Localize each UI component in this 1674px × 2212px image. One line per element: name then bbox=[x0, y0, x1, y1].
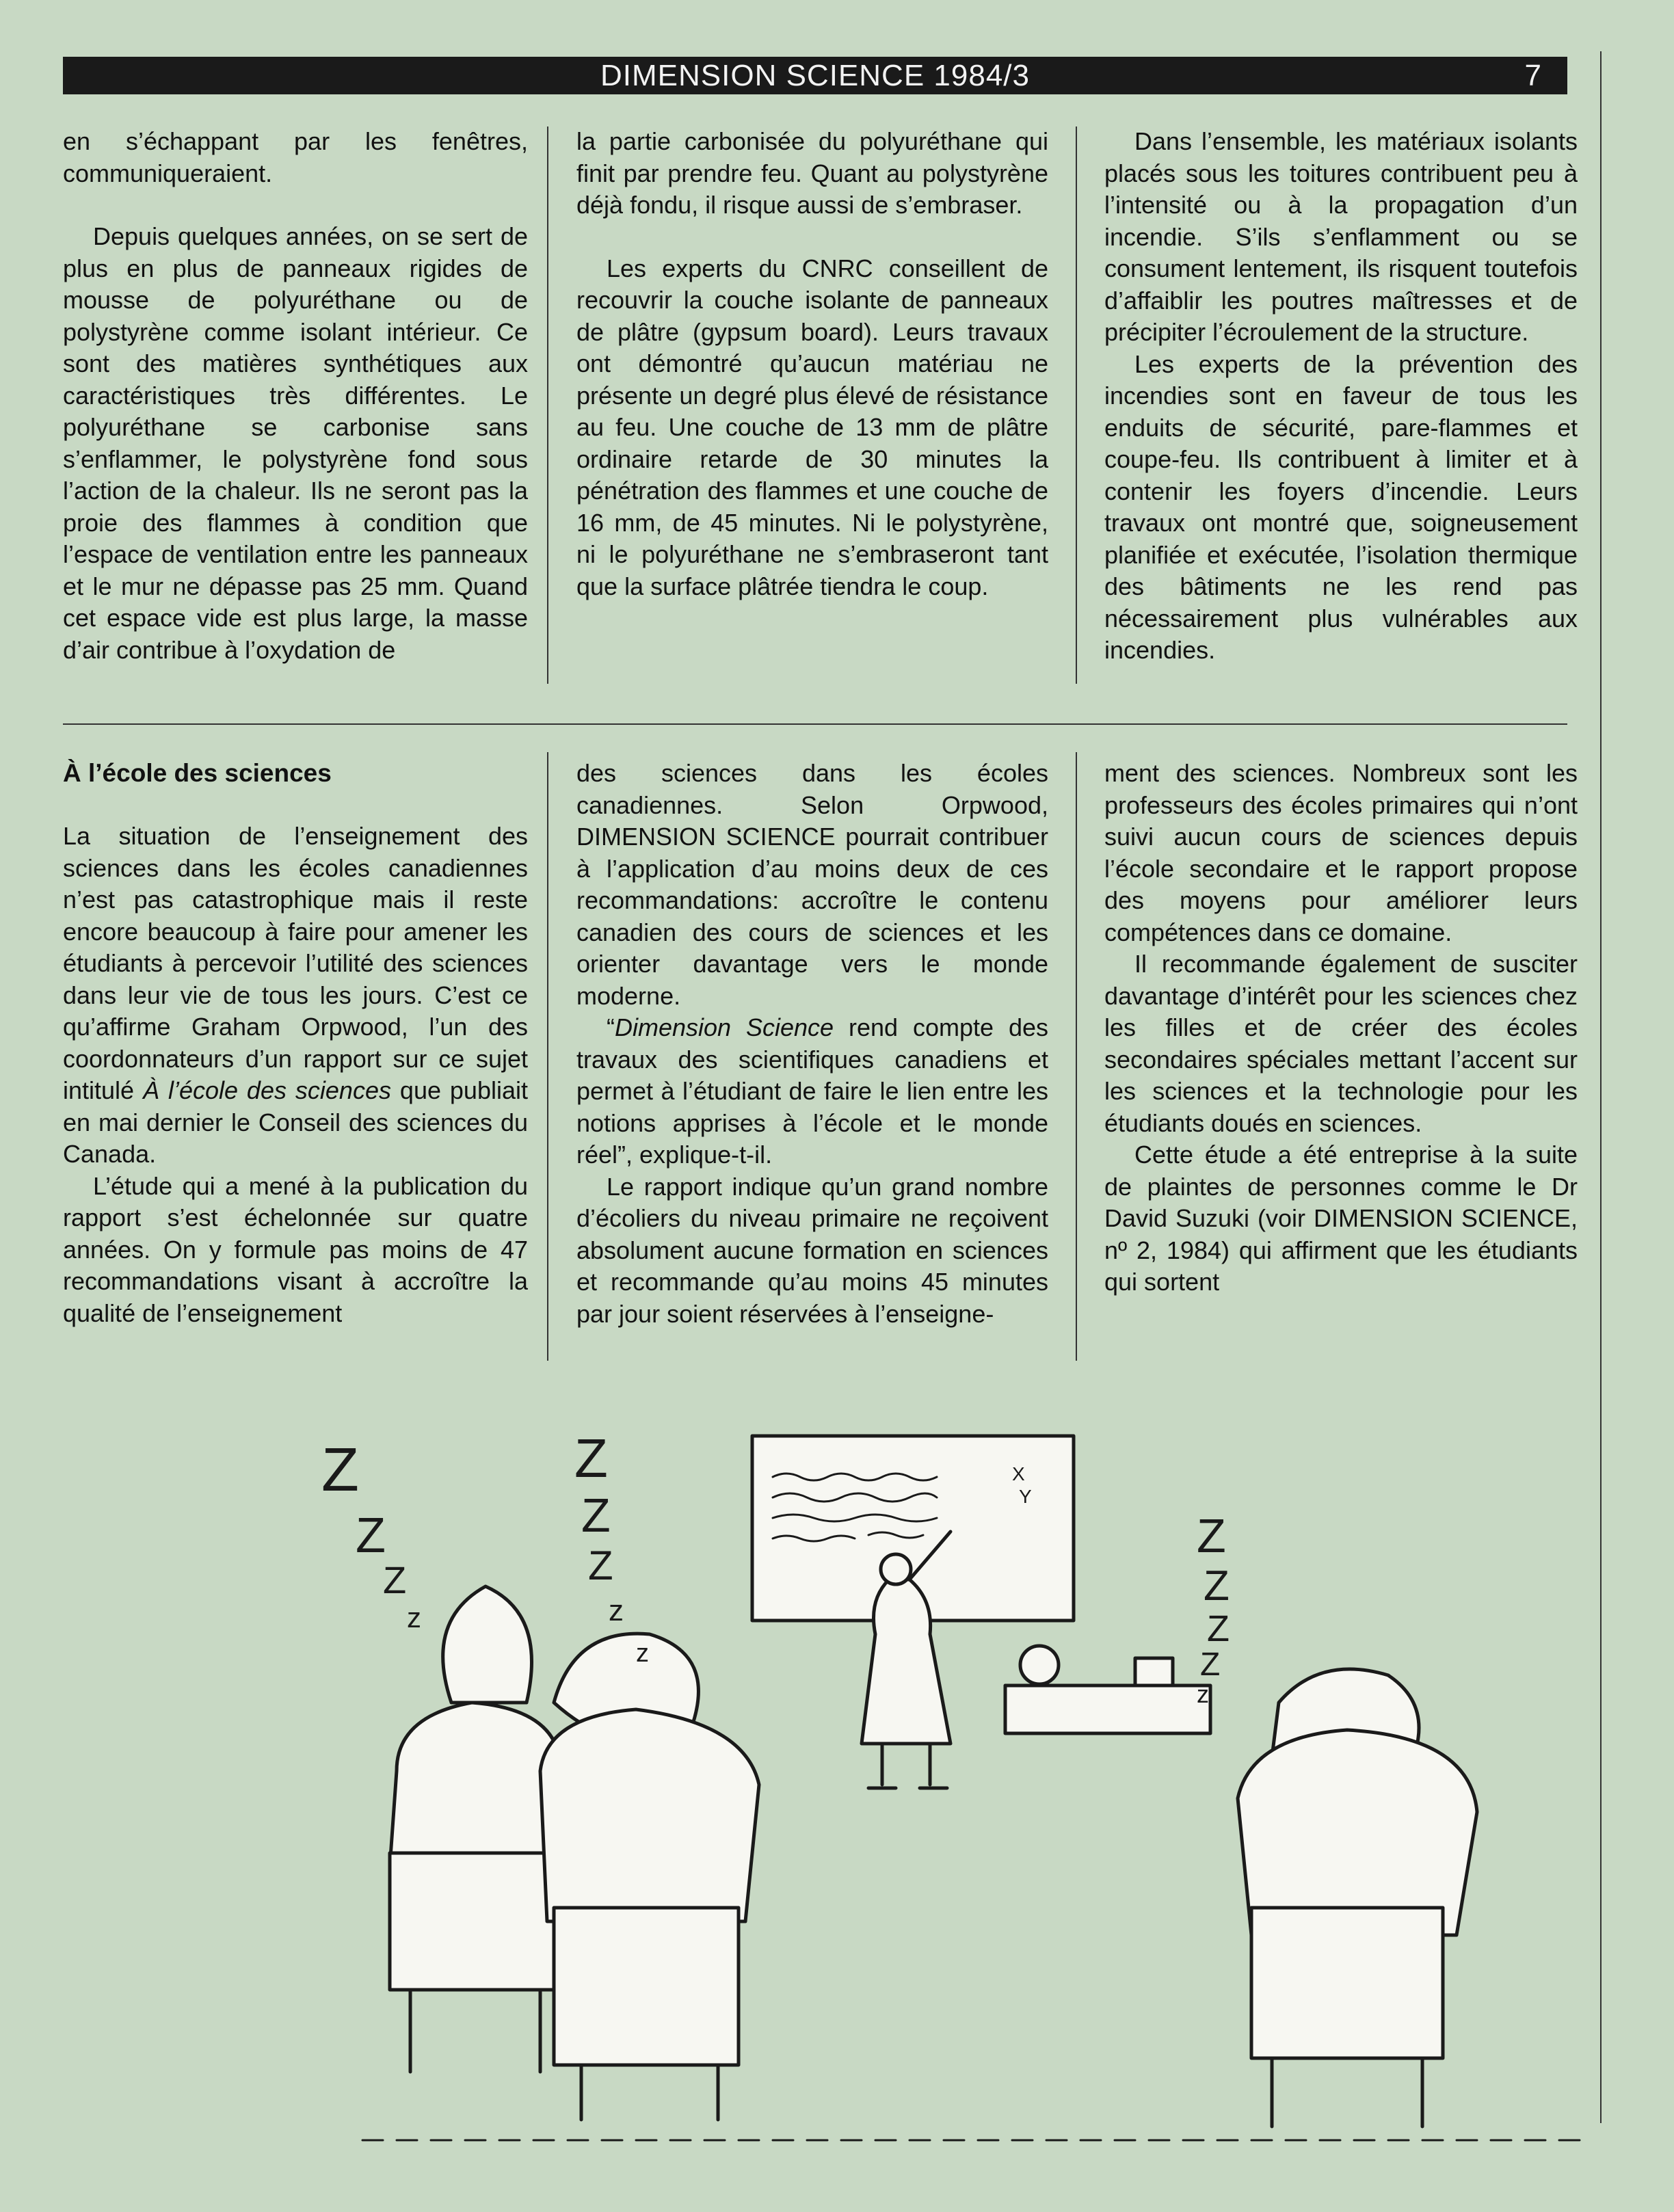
sleep-letter: Z bbox=[1204, 1562, 1230, 1610]
text-run: La situation de l’enseignement des sciences dans les écoles canadiennes n’est pas catastrophique mais il reste encore beaucoup à faire pour amener les étudiants à percevoir l’utilité des sciences dans leur vie de tous les jours. C’est ce qu’affirme Graham Orpwood, l’un des coordonnateurs d’un rapport sur ce sujet intitulé bbox=[63, 822, 528, 1104]
paragraph: Dans l’ensemble, les matériaux isolants placés sous les toitures contribuent peu à l’intensité ou à la propagation d’un incendie. S’ils s’enflamment ou se consument lentement, ils risquent toutefois d’affaiblir les poutres maîtresses et de précipiter l’écroulement de la structure. bbox=[1104, 127, 1578, 346]
section-divider bbox=[63, 723, 1567, 725]
report-title-italic: À l’école des sciences bbox=[143, 1076, 391, 1104]
sleep-letter: Z bbox=[1200, 1647, 1221, 1683]
paragraph: Les experts de la prévention des incendies sont en faveur de tous les enduits de sécurité, pare-flammes et coupe-feu. Ils contribuent à limiter et à contenir les foyers d’incendie. Leurs travaux ont montré que, soigneusement planifiée et exécutée, l’isolation thermique des bâtiments ne les rend pas nécessairement plus vulnérables aux incendies. bbox=[1104, 349, 1578, 664]
blackboard-letter: X bbox=[1012, 1463, 1025, 1484]
paragraph: la partie carbonisée du polyuréthane qui finit par prendre feu. Quant au polystyrène déjà fondu, il risque aussi de s’embraser. bbox=[576, 127, 1048, 219]
page-number: 7 bbox=[1524, 59, 1541, 92]
page-header bbox=[63, 57, 1567, 94]
sleep-letter: z bbox=[636, 1639, 649, 1668]
column-rule bbox=[1076, 752, 1077, 1361]
sleep-letter: z bbox=[407, 1601, 421, 1634]
sleep-letter: Z bbox=[1207, 1608, 1230, 1649]
paragraph bbox=[576, 1012, 1048, 1171]
teacher-desk bbox=[1005, 1646, 1210, 1733]
article-column-2 bbox=[576, 758, 1048, 1330]
sleep-letter: Z bbox=[383, 1558, 407, 1601]
text-run: rend compte des travaux des scientifiques canadiens et permet à l’étudiant de faire le lien entre les notions apprises à l’école et le monde réel”, explique-t-il. bbox=[576, 1013, 1048, 1169]
student-middle bbox=[540, 1634, 759, 2120]
top-column-1 bbox=[63, 126, 528, 666]
sleep-letter: Z bbox=[1197, 1509, 1226, 1562]
article-column-1 bbox=[63, 758, 528, 1329]
column-rule bbox=[547, 752, 548, 1361]
sleep-letter: Z bbox=[581, 1489, 611, 1542]
top-column-2 bbox=[576, 126, 1048, 602]
magazine-name-italic: Dimension Science bbox=[615, 1013, 834, 1041]
article-column-3 bbox=[1104, 758, 1578, 1298]
paragraph: des sciences dans les écoles canadiennes. Selon Orpwood, DIMENSION SCIENCE pourrait contribuer à l’application d’au moins deux de ces recommandations: accroître le contenu canadien des cours de sciences et les orienter davantage vers le monde moderne. bbox=[576, 759, 1048, 1010]
article-title: À l’école des sciences bbox=[63, 759, 332, 787]
paragraph: Cette étude a été entreprise à la suite de plaintes de personnes comme le Dr David Suzuki (voir DIMENSION SCIENCE, nº 2, 1984) qui affirment que les étudiants qui sortent bbox=[1104, 1141, 1578, 1296]
paragraph: Depuis quelques années, on se sert de plus en plus de panneaux rigides de mousse de polyuréthane ou de polystyrène comme isolant intérieur. Ce sont des matières synthétiques aux caractéristiques très différentes. Le polyuréthane se carbonise sans s’enflammer, le polystyrène fond sous l’action de la chaleur. Ils ne seront pas la proie des flammes à condition que l’espace de ventilation entre les panneaux et le mur ne dépasse pas 25 mm. Quand cet espace vide est plus large, la masse d’air contribue à l’oxydation de bbox=[63, 222, 528, 664]
classroom-cartoon bbox=[294, 1415, 1634, 2168]
student-left bbox=[390, 1586, 568, 2072]
sleep-letter: z bbox=[609, 1594, 624, 1627]
paragraph: Les experts du CNRC conseillent de recouvrir la couche isolante de panneaux de plâtre (gypsum board). Leurs travaux ont démontré qu’aucun matériau ne présente un degré plus élevé de résistance au feu. Une couche de 13 mm de plâtre ordinaire retarde de 30 minutes la pénétration des flammes et une couche de 16 mm, de 45 minutes. Ni le polystyrène, ni le polyuréthane ne s’embraseront tant que la surface plâtrée tiendra le coup. bbox=[576, 254, 1048, 600]
column-rule bbox=[1076, 126, 1077, 684]
paragraph: en s’échappant par les fenêtres, communiqueraient. bbox=[63, 127, 528, 187]
paragraph: ment des sciences. Nombreux sont les professeurs des écoles primaires qui n’ont suivi aucun cours de sciences depuis l’école secondaire et le rapport propose des moyens pour améliorer leurs compétences dans ce domaine. bbox=[1104, 759, 1578, 946]
top-column-3 bbox=[1104, 126, 1578, 667]
sleep-letter: Z bbox=[356, 1508, 386, 1563]
text-run: “ bbox=[607, 1013, 615, 1041]
sleep-letter: Z bbox=[588, 1543, 613, 1588]
paragraph bbox=[63, 821, 528, 1171]
paragraph: Il recommande également de susciter davantage d’intérêt pour les sciences chez les filles et de créer des écoles secondaires spéciales mettant l’accent sur les sciences et la technologie pour les étudiants doués en sciences. bbox=[1104, 950, 1578, 1137]
paragraph: Le rapport indique qu’un grand nombre d’écoliers du niveau primaire ne reçoivent absolument aucune formation en sciences et recommande qu’au moins 45 minutes par jour soient réservées à l’enseigne- bbox=[576, 1172, 1048, 1328]
column-rule bbox=[547, 126, 548, 684]
text-run: que publiait en mai dernier le Conseil des sciences du Canada. bbox=[63, 1076, 528, 1168]
sleep-letter: Z bbox=[574, 1428, 608, 1489]
sleep-letter: z bbox=[1197, 1680, 1209, 1708]
blackboard-letter: Y bbox=[1019, 1486, 1032, 1507]
paragraph: L’étude qui a mené à la publication du rapport s’est échelonnée sur quatre années. On y formule pas moins de 47 recommandations visant à accroître la qualité de l’enseignement bbox=[63, 1171, 528, 1327]
magazine-title: DIMENSION SCIENCE 1984/3 bbox=[600, 59, 1030, 92]
sleep-letter: Z bbox=[321, 1436, 359, 1504]
student-right bbox=[1238, 1669, 1477, 2127]
